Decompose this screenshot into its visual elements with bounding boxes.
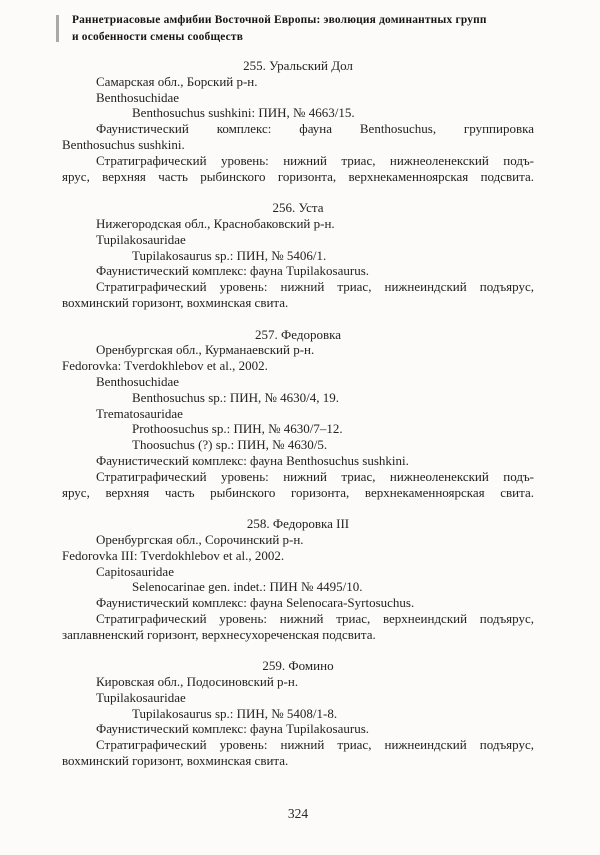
- text-line: Tupilakosauridae: [96, 689, 186, 705]
- section-255-uralskiy-dol: [62, 58, 534, 184]
- text-line: Фаунистический комплекс: фауна Benthosuchus sushkini.: [96, 452, 409, 468]
- header-accent-bar: [56, 15, 59, 42]
- text-line: Benthosuchidae: [96, 89, 180, 105]
- text-line: ярус, верхняя часть рыбинского горизонта, верхнекаменноярская подсвита.: [62, 168, 534, 184]
- page-number: 324: [287, 806, 309, 821]
- running-header-line-1: Раннетриасовые амфибии Восточной Европы: эволюция доминантных групп: [72, 14, 487, 26]
- text-line: Tupilakosaurus sp.: ПИН, № 5408/1-8.: [132, 705, 338, 721]
- text-line: Benthosuchus sushkini.: [62, 136, 185, 152]
- text-line: Prothoosuchus sp.: ПИН, № 4630/7–12.: [132, 421, 343, 437]
- text-line: Selenocarinae gen. indet.: ПИН № 4495/10.: [132, 579, 363, 595]
- text-line: Оренбургская обл., Курманаевский р-н.: [96, 342, 315, 358]
- section-259-fomino: [62, 658, 534, 769]
- text-line: Tupilakosaurus sp.: ПИН, № 5406/1.: [132, 247, 327, 263]
- page-content: [62, 58, 534, 769]
- text-line: Нижегородская обл., Краснобаковский р-н.: [96, 215, 335, 231]
- section-257-fedorovka: [62, 327, 534, 501]
- section-title: 258. Федоровка III: [246, 516, 350, 532]
- text-line: Fedorovka: Tverdokhlebov et al., 2002.: [62, 358, 268, 374]
- text-line: Стратиграфический уровень: нижний триас, верхнеиндский подъярус,: [96, 610, 534, 626]
- text-line: Thoosuchus (?) sp.: ПИН, № 4630/5.: [132, 437, 328, 453]
- section-title: 257. Федоровка: [254, 326, 341, 342]
- text-line: Trematosauridae: [96, 405, 183, 421]
- text-line: Фаунистический комплекс: фауна Benthosuchus, группировка: [96, 121, 534, 137]
- text-line: Фаунистический комплекс: фауна Tupilakosaurus.: [96, 721, 370, 737]
- section-title: 255. Уральский Дол: [243, 58, 353, 73]
- section-title: 259. Фомино: [262, 658, 334, 674]
- text-line: вохминский горизонт, вохминская свита.: [62, 753, 289, 769]
- text-line: Стратиграфический уровень: нижний триас, нижнеиндский подъярус,: [96, 737, 534, 753]
- text-line: Кировская обл., Подосиновский р-н.: [96, 674, 299, 690]
- running-header-line-2: и особенности смены сообществ: [72, 31, 244, 43]
- running-header-text: [72, 12, 540, 46]
- text-line: Tupilakosauridae: [96, 231, 186, 247]
- text-line: Capitosauridae: [96, 563, 174, 579]
- text-line: Fedorovka III: Tverdokhlebov et al., 2002.: [62, 547, 285, 563]
- text-line: Стратиграфический уровень: нижний триас, нижнеоленекский подъ-: [96, 468, 534, 484]
- text-line: Стратиграфический уровень: нижний триас, нижнеиндский подъярус,: [96, 279, 534, 295]
- section-256-usta: [62, 200, 534, 311]
- text-line: ярус, верхняя часть рыбинского горизонта, верхнекаменноярская свита.: [62, 484, 534, 500]
- text-line: Benthosuchidae: [96, 373, 180, 389]
- text-line: Стратиграфический уровень: нижний триас, нижнеоленекский подъ-: [96, 152, 534, 168]
- text-line: вохминский горизонт, вохминская свита.: [62, 294, 289, 310]
- text-line: Benthosuchus sp.: ПИН, № 4630/4, 19.: [132, 389, 340, 405]
- text-line: Самарская обл., Борский р-н.: [96, 73, 258, 89]
- text-line: заплавненский горизонт, верхнесухореченская подсвита.: [62, 626, 376, 642]
- text-line: Оренбургская обл., Сорочинский р-н.: [96, 531, 304, 547]
- section-258-fedorovka-iii: [62, 516, 534, 642]
- text-line: Фаунистический комплекс: фауна Selenocara-Syrtosuchus.: [96, 595, 415, 611]
- running-header: [62, 12, 540, 46]
- section-title: 256. Уста: [272, 200, 324, 216]
- text-line: Фаунистический комплекс: фауна Tupilakosaurus.: [96, 263, 370, 279]
- text-line: Benthosuchus sushkini: ПИН, № 4663/15.: [132, 105, 355, 121]
